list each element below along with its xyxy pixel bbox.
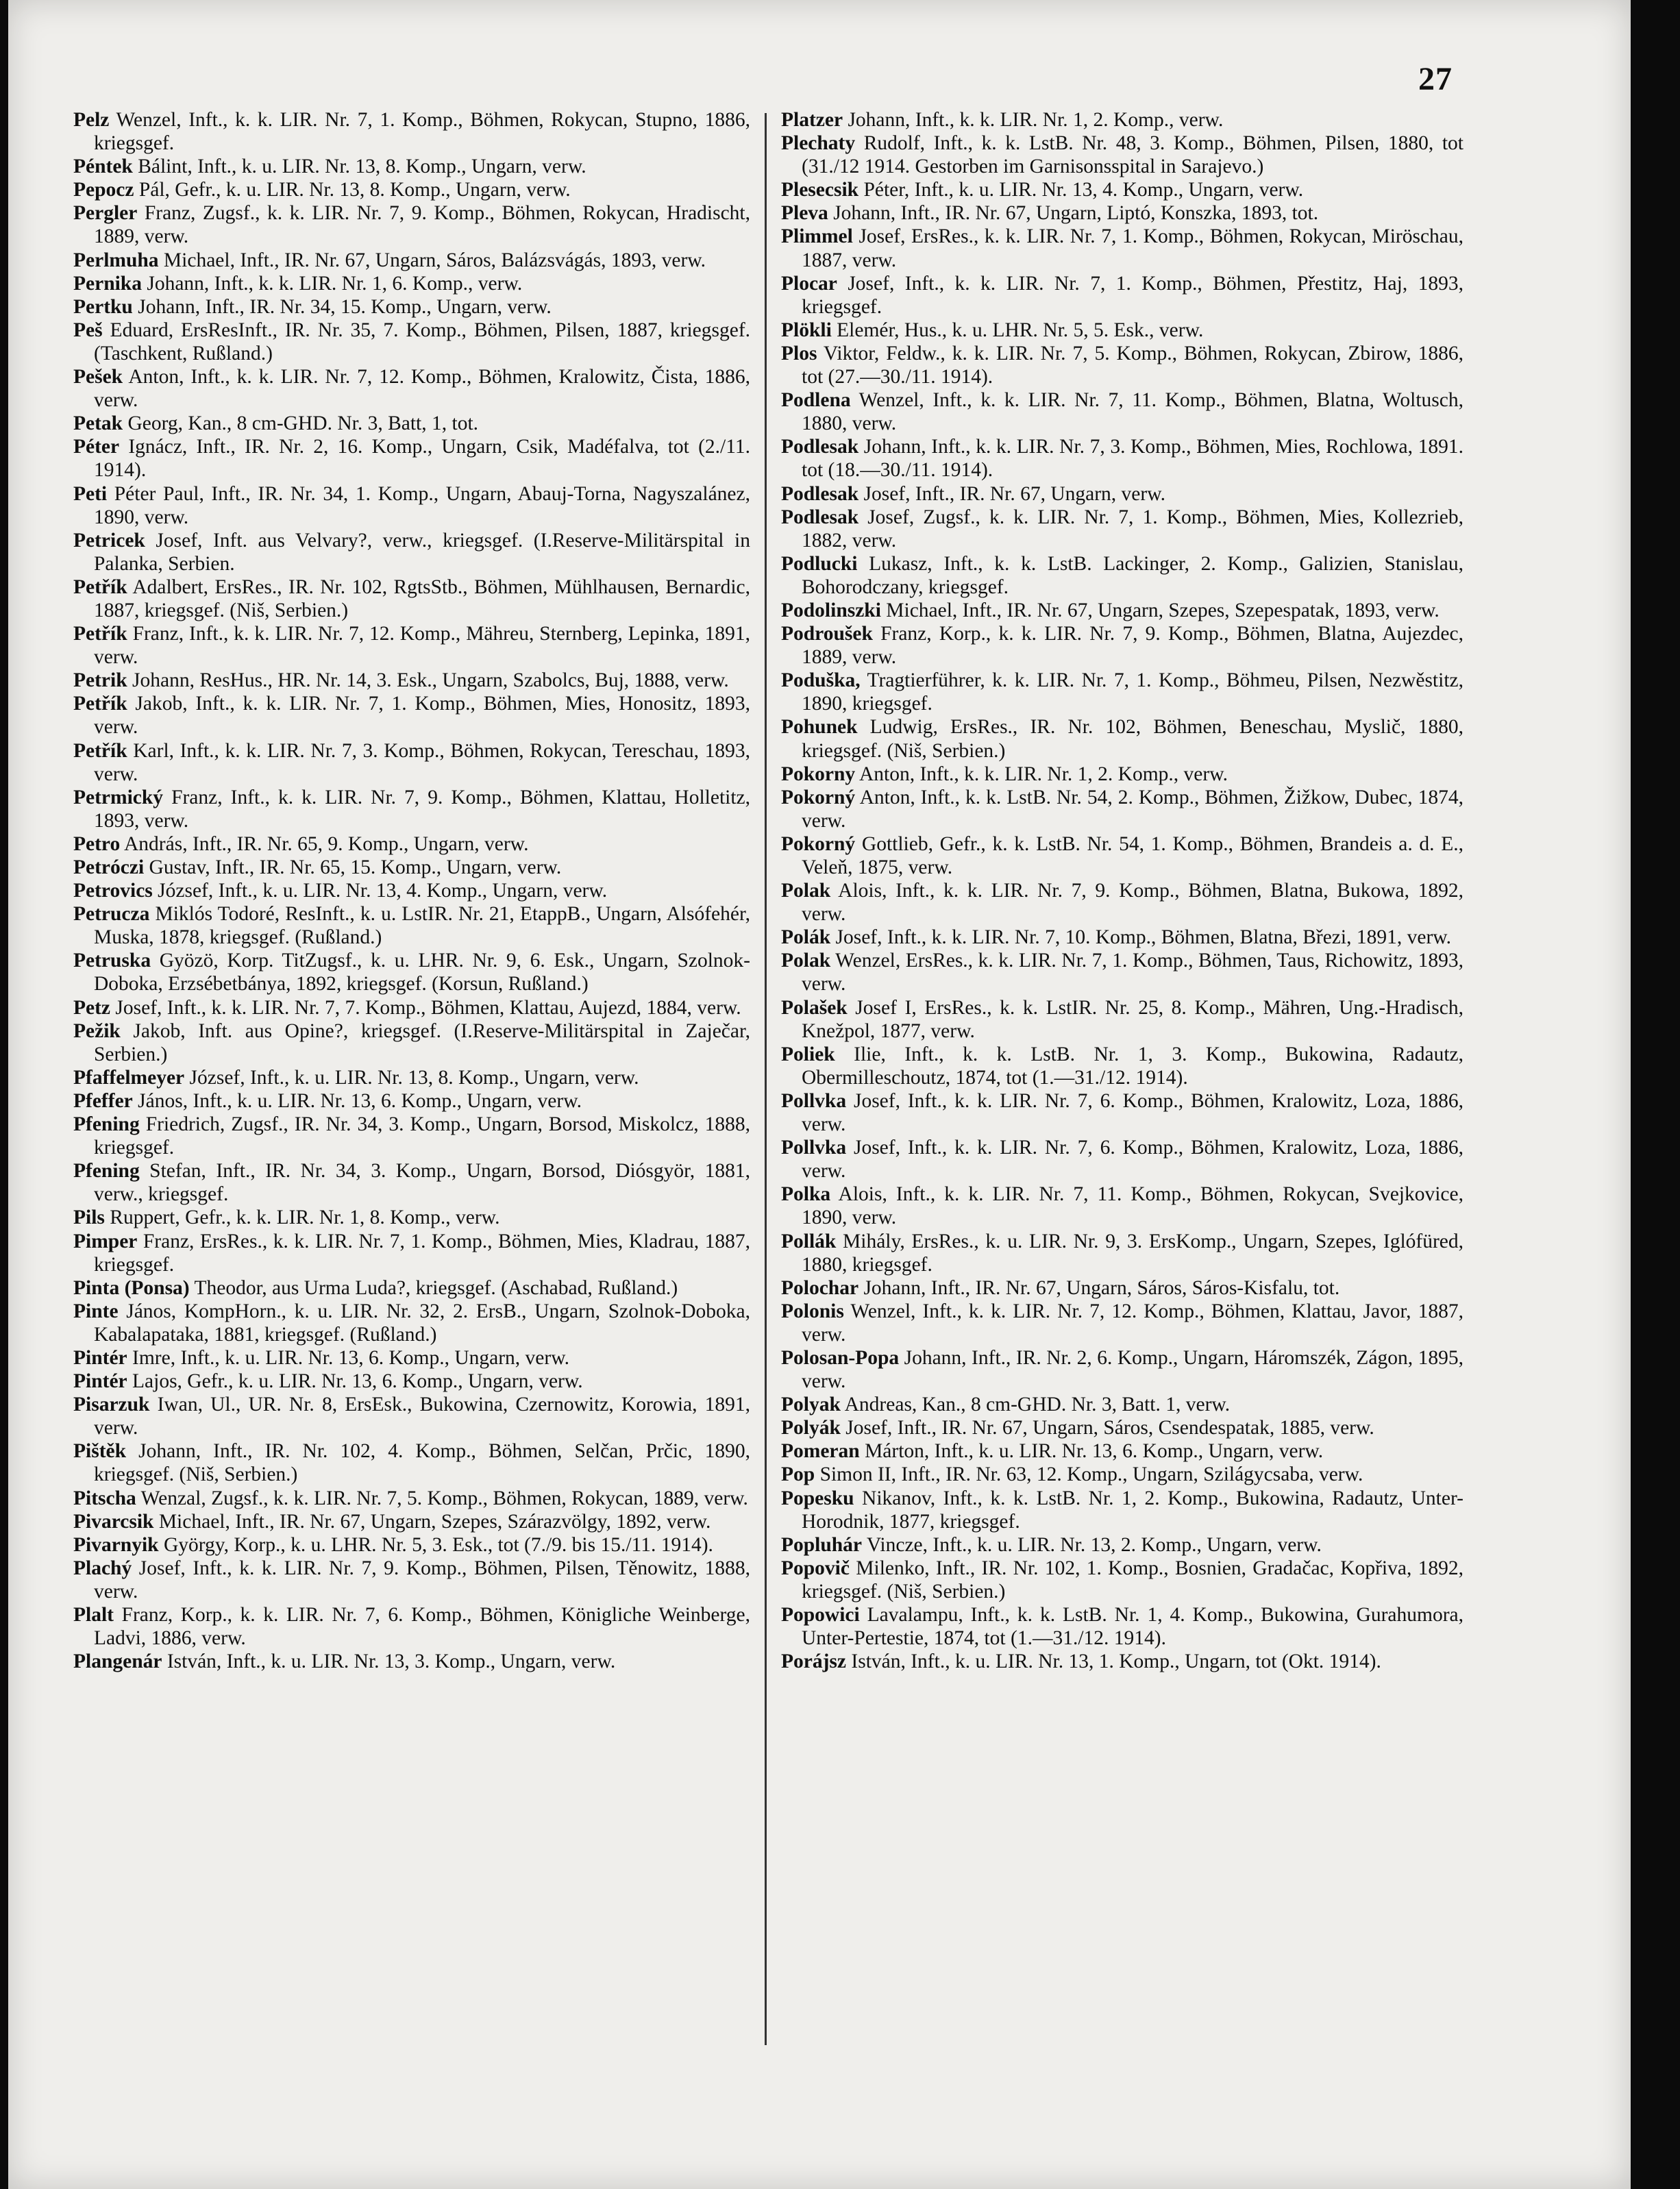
entry-surname: Pešek <box>73 366 123 388</box>
entry-surname: Plos <box>781 342 817 364</box>
entry-surname: Pokorný <box>781 786 856 808</box>
entry-surname: Podlucki <box>781 552 858 575</box>
roster-entry <box>781 1557 1463 1603</box>
entry-surname: Péntek <box>73 156 133 178</box>
entry-details: Franz, Inft., k. k. LIR. Nr. 7, 9. Komp., Böhmen, Klattau, Holletitz, 1893, verw. <box>94 786 751 832</box>
entry-surname: Pollvka <box>781 1137 847 1159</box>
entry-details: Johann, Inft., IR. Nr. 102, 4. Komp., Böhmen, Selčan, Prčic, 1890, kriegsgef. (Niš, Serbien.) <box>94 1440 750 1486</box>
roster-entry <box>781 552 1463 599</box>
entry-surname: Pivarcsik <box>73 1510 154 1533</box>
entry-details: Milenko, Inft., IR. Nr. 102, 1. Komp., Bosnien, Gradačac, Kopřiva, 1892, kriegsgef. (Niš, Serbien.) <box>802 1557 1463 1603</box>
roster-entry <box>73 1603 750 1650</box>
roster-entry <box>781 599 1463 622</box>
roster-entry <box>73 879 750 902</box>
entry-details: Josef, Inft., k. k. LIR. Nr. 7, 10. Komp., Böhmen, Blatna, Březi, 1891, verw. <box>835 926 1452 949</box>
entry-details: Josef, Inft., IR. Nr. 67, Ungarn, verw. <box>863 482 1165 505</box>
entry-surname: Pitscha <box>73 1487 136 1509</box>
roster-entry <box>781 225 1463 271</box>
roster-entry <box>781 879 1463 926</box>
entry-details: József, Inft., k. u. LIR. Nr. 13, 4. Komp., Ungarn, verw. <box>158 880 608 902</box>
entry-details: Jakob, Inft., k. k. LIR. Nr. 7, 1. Komp., Böhmen, Mies, Honositz, 1893, verw. <box>94 693 750 739</box>
entry-surname: Petřík <box>73 739 127 762</box>
entry-surname: Popowici <box>781 1604 860 1626</box>
roster-entry <box>781 1533 1463 1557</box>
roster-entry <box>73 272 750 295</box>
roster-entry <box>781 272 1463 319</box>
entry-surname: Petro <box>73 832 121 855</box>
entry-surname: Plachý <box>73 1557 132 1579</box>
entry-surname: Pollák <box>781 1230 837 1252</box>
entry-details: József, Inft., k. u. LIR. Nr. 13, 8. Komp., Ungarn, verw. <box>189 1066 639 1089</box>
roster-entry <box>73 435 750 482</box>
entry-details: Ludwig, ErsRes., IR. Nr. 102, Böhmen, Beneschau, Myslič, 1880, kriegsgef. (Niš, Serbien.) <box>802 716 1463 762</box>
entry-surname: Polak <box>781 880 831 902</box>
roster-entry <box>73 1346 750 1370</box>
entry-surname: Podolinszki <box>781 599 881 621</box>
entry-details: Georg, Kan., 8 cm-GHD. Nr. 3, Batt, 1, tot. <box>127 412 479 435</box>
entry-details: Josef, Inft., k. k. LIR. Nr. 7, 7. Komp., Böhmen, Klattau, Aujezd, 1884, verw. <box>115 996 741 1019</box>
entry-surname: Petrucza <box>73 903 150 926</box>
entry-surname: Petruska <box>73 950 151 972</box>
roster-entry <box>73 1533 750 1557</box>
entry-details: Michael, Inft., IR. Nr. 67, Ungarn, Sáros, Balázsvágás, 1893, verw. <box>163 249 706 271</box>
roster-entry <box>781 1603 1463 1650</box>
roster-entry <box>781 1043 1463 1089</box>
entry-details: Pál, Gefr., k. u. LIR. Nr. 13, 8. Komp., Ungarn, verw. <box>138 179 571 201</box>
entry-details: Franz, Korp., k. k. LIR. Nr. 7, 6. Komp., Böhmen, Königliche Weinberge, Ladvi, 1886, verw. <box>94 1604 750 1650</box>
roster-entry <box>781 669 1463 715</box>
entry-surname: Pištěk <box>73 1440 127 1463</box>
entry-surname: Pokorný <box>781 832 856 855</box>
entry-details: Ignácz, Inft., IR. Nr. 2, 16. Komp., Ungarn, Csik, Madéfalva, tot (2./11. 1914). <box>94 436 750 482</box>
entry-details: Franz, Inft., k. k. LIR. Nr. 7, 12. Komp., Mähreu, Sternberg, Lepinka, 1891, verw. <box>94 623 750 669</box>
entry-surname: Pisarzuk <box>73 1394 150 1416</box>
entry-surname: Pop <box>781 1463 815 1486</box>
entry-details: Jakob, Inft. aus Opine?, kriegsgef. (I.Reserve-Militärspital in Zaječar, Serbien.) <box>94 1019 750 1065</box>
entry-details: Anton, Inft., k. k. LIR. Nr. 7, 12. Komp., Böhmen, Kralowitz, Čista, 1886, verw. <box>94 366 750 412</box>
left-column <box>73 108 750 1673</box>
entry-surname: Polyak <box>781 1394 841 1416</box>
roster-entry <box>73 295 750 319</box>
entry-surname: Polosan-Popa <box>781 1346 900 1369</box>
right-column <box>781 108 1463 1673</box>
entry-details: Anton, Inft., k. k. LstB. Nr. 54, 2. Komp., Böhmen, Žižkow, Dubec, 1874, verw. <box>802 786 1463 832</box>
entry-surname: Plangenár <box>73 1650 162 1673</box>
roster-entry <box>73 1019 750 1066</box>
entry-details: Ilie, Inft., k. k. LstB. Nr. 1, 3. Komp., Bukowina, Radautz, Obermilleschoutz, 1874, tot (1.—31./12. 1914). <box>802 1043 1464 1089</box>
entry-details: Péter Paul, Inft., IR. Nr. 34, 1. Komp., Ungarn, Abauj-Torna, Nagyszalánez, 1890, verw. <box>94 482 750 528</box>
entry-details: Péter, Inft., k. u. LIR. Nr. 13, 4. Komp., Ungarn, verw. <box>863 179 1304 201</box>
roster-entry <box>73 669 750 692</box>
roster-entry <box>73 1159 750 1206</box>
entry-surname: Petřík <box>73 693 127 715</box>
roster-entry <box>73 108 750 155</box>
entry-surname: Podlesak <box>781 436 859 458</box>
roster-entry <box>73 178 750 201</box>
roster-entry <box>781 482 1463 506</box>
entry-surname: Peti <box>73 482 108 505</box>
entry-surname: Popesku <box>781 1487 854 1509</box>
entry-surname: Plökli <box>781 319 832 341</box>
roster-entry <box>73 1206 750 1229</box>
entry-details: Josef, Zugsf., k. k. LIR. Nr. 7, 1. Komp., Böhmen, Mies, Kollezrieb, 1882, verw. <box>802 506 1464 552</box>
entry-surname: Porájsz <box>781 1650 847 1673</box>
entry-surname: Petricek <box>73 529 145 552</box>
entry-details: Ruppert, Gefr., k. k. LIR. Nr. 1, 8. Komp., verw. <box>110 1207 500 1229</box>
roster-entry <box>781 1650 1463 1673</box>
entry-surname: Plocar <box>781 272 837 295</box>
entry-surname: Polák <box>781 926 831 949</box>
roster-entry <box>781 1276 1463 1300</box>
entry-details: Andreas, Kan., 8 cm-GHD. Nr. 3, Batt. 1, verw. <box>844 1394 1231 1416</box>
roster-entry <box>781 786 1463 832</box>
entry-details: Franz, ErsRes., k. k. LIR. Nr. 7, 1. Komp., Böhmen, Mies, Kladrau, 1887, kriegsgef. <box>94 1230 750 1276</box>
entry-surname: Podlena <box>781 389 851 412</box>
entry-surname: Plalt <box>73 1604 114 1626</box>
entry-details: Tragtierführer, k. k. LIR. Nr. 7, 1. Komp., Böhmeu, Pilsen, Nezwěstitz, 1890, kriegsgef. <box>802 669 1463 715</box>
entry-surname: Poduška, <box>781 669 861 692</box>
entry-details: Josef, Inft., k. k. LIR. Nr. 7, 9. Komp., Böhmen, Pilsen, Těnowitz, 1888, verw. <box>94 1557 751 1603</box>
roster-entry <box>73 739 750 786</box>
roster-entry <box>781 996 1463 1043</box>
roster-entry <box>73 1089 750 1113</box>
roster-entry <box>781 1183 1463 1229</box>
entry-details: Gottlieb, Gefr., k. k. LstB. Nr. 54, 1. Komp., Böhmen, Brandeis a. d. E., Veleň, 1875, verw. <box>802 832 1464 878</box>
roster-entry <box>73 1439 750 1486</box>
entry-surname: Pfaffelmeyer <box>73 1066 185 1089</box>
roster-entry <box>781 1346 1463 1393</box>
entry-details: Johann, Inft., IR. Nr. 67, Ungarn, Liptó, Konszka, 1893, tot. <box>833 202 1319 225</box>
entry-surname: Pollvka <box>781 1089 847 1112</box>
entry-details: Eduard, ErsResInft., IR. Nr. 35, 7. Komp., Böhmen, Pilsen, 1887, kriegsgef. (Taschkent, Rußland.) <box>94 319 751 364</box>
entry-details: Michael, Inft., IR. Nr. 67, Ungarn, Szepes, Szárazvölgy, 1892, verw. <box>158 1510 711 1533</box>
entry-details: Josef, ErsRes., k. k. LIR. Nr. 7, 1. Komp., Böhmen, Rokycan, Miröschau, 1887, verw. <box>802 225 1464 271</box>
entry-details: Lavalampu, Inft., k. k. LstB. Nr. 1, 4. Komp., Bukowina, Gurahumora, Unter-Pertestie, 1874, tot (1.—31./12. 1914). <box>802 1604 1463 1650</box>
entry-surname: Podroušek <box>781 623 873 645</box>
roster-entry <box>781 435 1463 482</box>
entry-details: Lajos, Gefr., k. u. LIR. Nr. 13, 6. Komp., Ungarn, verw. <box>132 1370 583 1393</box>
roster-entry <box>73 155 750 178</box>
roster-entry <box>73 1276 750 1300</box>
roster-entry <box>781 1416 1463 1439</box>
roster-entry <box>73 786 750 832</box>
entry-details: András, Inft., IR. Nr. 65, 9. Komp., Ungarn, verw. <box>124 832 529 855</box>
entry-details: Johann, Inft., IR. Nr. 34, 15. Komp., Ungarn, verw. <box>138 295 552 318</box>
entry-details: Wenzel, ErsRes., k. k. LIR. Nr. 7, 1. Komp., Böhmen, Taus, Richowitz, 1893, verw. <box>802 950 1464 995</box>
entry-details: Franz, Korp., k. k. LIR. Nr. 7, 9. Komp., Böhmen, Blatna, Aujezdec, 1889, verw. <box>802 623 1463 669</box>
entry-surname: Pinta (Ponsa) <box>73 1276 190 1299</box>
entry-details: Elemér, Hus., k. u. LHR. Nr. 5, 5. Esk., verw. <box>837 319 1204 341</box>
entry-surname: Perlmuha <box>73 249 159 271</box>
entry-surname: Pinte <box>73 1300 119 1322</box>
roster-entry <box>781 319 1463 342</box>
roster-entry <box>781 832 1463 879</box>
roster-entry <box>781 1487 1463 1533</box>
roster-entry <box>73 902 750 949</box>
roster-entry <box>73 319 750 365</box>
entry-surname: Petróczi <box>73 856 145 878</box>
roster-entry <box>781 1300 1463 1346</box>
entry-details: Josef, Inft. aus Velvary?, verw., kriegsgef. (I.Reserve-Militärspital in Palanka, Serbien. <box>94 529 750 575</box>
entry-surname: Pomeran <box>781 1440 860 1463</box>
roster-entry <box>73 1300 750 1346</box>
entry-details: Bálint, Inft., k. u. LIR. Nr. 13, 8. Komp., Ungarn, verw. <box>138 156 586 178</box>
entry-details: Lukasz, Inft., k. k. LstB. Lackinger, 2. Komp., Galizien, Stanislau, Bohorodczany, kriegsgef. <box>802 552 1463 598</box>
roster-entry <box>781 1230 1463 1276</box>
entry-details: Vincze, Inft., k. u. LIR. Nr. 13, 2. Komp., Ungarn, verw. <box>866 1533 1322 1556</box>
entry-surname: Plesecsik <box>781 179 859 201</box>
entry-details: Josef, Inft., k. k. LIR. Nr. 7, 6. Komp., Böhmen, Kralowitz, Loza, 1886, verw. <box>802 1137 1464 1183</box>
entry-surname: Pernika <box>73 272 142 295</box>
roster-entry <box>73 1510 750 1533</box>
entry-surname: Popovič <box>781 1557 850 1579</box>
entry-details: Mihály, ErsRes., k. u. LIR. Nr. 9, 3. ErsKomp., Ungarn, Szepes, Iglófüred, 1880, kriegsgef. <box>802 1230 1464 1276</box>
roster-entry <box>73 832 750 856</box>
entry-details: Alois, Inft., k. k. LIR. Nr. 7, 9. Komp., Böhmen, Blatna, Bukowa, 1892, verw. <box>802 880 1463 926</box>
entry-details: Wenzel, Inft., k. k. LIR. Nr. 7, 11. Komp., Böhmen, Blatna, Woltusch, 1880, verw. <box>802 389 1463 435</box>
roster-entry <box>73 201 750 248</box>
entry-surname: Pfening <box>73 1113 140 1136</box>
entry-details: Gyözö, Korp. TitZugsf., k. u. LHR. Nr. 9, 6. Esk., Ungarn, Szolnok-Doboka, Erzsébetbánya, 1892, kriegsgef. (Korsun, Rußland.) <box>94 950 751 995</box>
roster-entry <box>73 1370 750 1393</box>
roster-entry <box>781 1439 1463 1463</box>
entry-surname: Pepocz <box>73 179 134 201</box>
entry-details: Michael, Inft., IR. Nr. 67, Ungarn, Szepes, Szepespatak, 1893, verw. <box>886 599 1440 621</box>
page-number: 27 <box>1418 61 1453 97</box>
entry-surname: Plechaty <box>781 132 856 155</box>
roster-entry <box>73 576 750 622</box>
entry-surname: Pimper <box>73 1230 138 1252</box>
entry-surname: Pežik <box>73 1019 121 1042</box>
roster-entry <box>781 178 1463 201</box>
entry-details: Josef, Inft., IR. Nr. 67, Ungarn, Sáros, Csendespatak, 1885, verw. <box>845 1417 1374 1439</box>
entry-surname: Polak <box>781 950 831 972</box>
roster-entry <box>73 692 750 739</box>
roster-entry <box>73 1113 750 1159</box>
roster-entry <box>73 1650 750 1673</box>
roster-entry <box>73 1557 750 1603</box>
entry-surname: Pfeffer <box>73 1089 133 1112</box>
entry-surname: Pertku <box>73 295 133 318</box>
roster-entry <box>73 365 750 412</box>
roster-entry <box>73 996 750 1019</box>
entry-details: György, Korp., k. u. LHR. Nr. 5, 3. Esk., tot (7./9. bis 15./11. 1914). <box>163 1533 713 1556</box>
entry-details: Wenzel, Inft., k. k. LIR. Nr. 7, 1. Komp., Böhmen, Rokycan, Stupno, 1886, kriegsgef. <box>94 109 750 155</box>
entry-surname: Poliek <box>781 1043 835 1065</box>
entry-details: Johann, ResHus., HR. Nr. 14, 3. Esk., Ungarn, Szabolcs, Buj, 1888, verw. <box>132 669 729 692</box>
entry-surname: Petrik <box>73 669 127 692</box>
entry-surname: Polochar <box>781 1276 859 1299</box>
entry-details: Josef, Inft., k. k. LIR. Nr. 7, 6. Komp., Böhmen, Kralowitz, Loza, 1886, verw. <box>802 1089 1464 1136</box>
roster-entry <box>781 622 1463 669</box>
roster-entry <box>73 1487 750 1510</box>
entry-surname: Péter <box>73 436 120 458</box>
roster-entry <box>781 506 1463 552</box>
entry-details: Johann, Inft., k. k. LIR. Nr. 1, 6. Komp., verw. <box>147 272 523 295</box>
entry-details: Imre, Inft., k. u. LIR. Nr. 13, 6. Komp., Ungarn, verw. <box>132 1346 569 1369</box>
entry-surname: Pintér <box>73 1346 127 1369</box>
entry-surname: Pils <box>73 1207 105 1229</box>
entry-surname: Pleva <box>781 202 828 225</box>
entry-details: Adalbert, ErsRes., IR. Nr. 102, RgtsStb., Böhmen, Mühlhausen, Bernardic, 1887, kriegsgef. (Niš, Serbien.) <box>94 576 750 621</box>
entry-surname: Petrmický <box>73 786 164 808</box>
entry-details: Nikanov, Inft., k. k. LstB. Nr. 1, 2. Komp., Bukowina, Radautz, Unter-Horodnik, 1877, kriegsgef. <box>802 1487 1464 1533</box>
roster-entry <box>781 388 1463 435</box>
roster-entry <box>73 1066 750 1089</box>
entry-details: István, Inft., k. u. LIR. Nr. 13, 3. Komp., Ungarn, verw. <box>166 1650 616 1673</box>
entry-surname: Platzer <box>781 109 843 131</box>
roster-entry <box>781 108 1463 132</box>
entry-details: Josef I, ErsRes., k. k. LstIR. Nr. 25, 8. Komp., Mähren, Ung.-Hradisch, Knežpol, 1877, verw. <box>802 996 1464 1042</box>
entry-surname: Polonis <box>781 1300 844 1322</box>
entry-surname: Pivarnyik <box>73 1533 159 1556</box>
entry-surname: Petz <box>73 996 111 1019</box>
roster-entry <box>781 1463 1463 1486</box>
entry-surname: Pfening <box>73 1160 140 1183</box>
column-divider <box>765 113 767 2045</box>
roster-entry <box>73 249 750 272</box>
book-page <box>8 0 1631 2189</box>
roster-entry <box>781 926 1463 949</box>
entry-surname: Pohunek <box>781 716 858 739</box>
entry-surname: Pergler <box>73 202 138 225</box>
entry-details: Theodor, aus Urma Luda?, kriegsgef. (Aschabad, Rußland.) <box>194 1276 678 1299</box>
entry-surname: Plimmel <box>781 225 853 248</box>
entry-surname: Polašek <box>781 996 848 1019</box>
roster-entry <box>781 201 1463 225</box>
entry-details: Franz, Zugsf., k. k. LIR. Nr. 7, 9. Komp., Böhmen, Rokycan, Hradischt, 1889, verw. <box>94 202 751 248</box>
roster-entry <box>73 856 750 879</box>
roster-entry <box>781 715 1463 762</box>
entry-details: Miklós Todoré, ResInft., k. u. LstIR. Nr. 21, EtappB., Ungarn, Alsófehér, Muska, 1878, kriegsgef. (Rußland.) <box>94 903 751 949</box>
entry-details: Rudolf, Inft., k. k. LstB. Nr. 48, 3. Komp., Böhmen, Pilsen, 1880, tot (31./12 1914. Gestorben im Garnisonsspital in Sarajevo.) <box>802 132 1463 178</box>
entry-surname: Pintér <box>73 1370 127 1393</box>
entry-surname: Pelz <box>73 109 110 131</box>
roster-entry <box>781 949 1463 995</box>
entry-details: Simon II, Inft., IR. Nr. 63, 12. Komp., Ungarn, Szilágycsaba, verw. <box>819 1463 1363 1486</box>
roster-entry <box>781 1393 1463 1416</box>
entry-details: Johann, Inft., IR. Nr. 67, Ungarn, Sáros, Sáros-Kisfalu, tot. <box>863 1276 1340 1299</box>
roster-entry <box>73 1230 750 1276</box>
entry-details: János, Inft., k. u. LIR. Nr. 13, 6. Komp., Ungarn, verw. <box>138 1089 582 1112</box>
entry-details: Wenzal, Zugsf., k. k. LIR. Nr. 7, 5. Komp., Böhmen, Rokycan, 1889, verw. <box>140 1487 748 1509</box>
roster-entry <box>781 132 1463 178</box>
entry-details: Alois, Inft., k. k. LIR. Nr. 7, 11. Komp., Böhmen, Rokycan, Svejkovice, 1890, verw. <box>802 1183 1463 1229</box>
entry-surname: Petrovics <box>73 880 153 902</box>
roster-entry <box>73 949 750 995</box>
entry-details: Márton, Inft., k. u. LIR. Nr. 13, 6. Komp., Ungarn, verw. <box>865 1440 1324 1463</box>
roster-entry <box>781 1089 1463 1136</box>
entry-details: Johann, Inft., k. k. LIR. Nr. 1, 2. Komp., verw. <box>848 109 1224 131</box>
roster-entry <box>781 1136 1463 1183</box>
roster-entry <box>73 482 750 529</box>
entry-surname: Petřík <box>73 576 127 598</box>
entry-surname: Peš <box>73 319 103 341</box>
entry-surname: Petřík <box>73 623 127 645</box>
entry-surname: Popluhár <box>781 1533 863 1556</box>
entry-details: Wenzel, Inft., k. k. LIR. Nr. 7, 12. Komp., Böhmen, Klattau, Javor, 1887, verw. <box>802 1300 1463 1346</box>
entry-surname: Petak <box>73 412 123 435</box>
entry-surname: Podlesak <box>781 482 859 505</box>
entry-details: Anton, Inft., k. k. LIR. Nr. 1, 2. Komp., verw. <box>858 763 1228 785</box>
roster-entry <box>73 412 750 435</box>
entry-details: Iwan, Ul., UR. Nr. 8, ErsEsk., Bukowina, Czernowitz, Korowia, 1891, verw. <box>94 1394 751 1439</box>
entry-details: János, KompHorn., k. u. LIR. Nr. 32, 2. ErsB., Ungarn, Szolnok-Doboka, Kabalapataka, 1881, kriegsgef. (Rußland.) <box>94 1300 751 1346</box>
entry-surname: Podlesak <box>781 506 859 528</box>
roster-entry <box>73 622 750 669</box>
roster-entry <box>781 342 1463 388</box>
entry-details: Karl, Inft., k. k. LIR. Nr. 7, 3. Komp., Böhmen, Rokycan, Tereschau, 1893, verw. <box>94 739 750 785</box>
entry-details: István, Inft., k. u. LIR. Nr. 13, 1. Komp., Ungarn, tot (Okt. 1914). <box>851 1650 1381 1673</box>
entry-details: Viktor, Feldw., k. k. LIR. Nr. 7, 5. Komp., Böhmen, Rokycan, Zbirow, 1886, tot (27.—30./11. 1914). <box>802 342 1464 388</box>
entry-details: Josef, Inft., k. k. LIR. Nr. 7, 1. Komp., Böhmen, Přestitz, Haj, 1893, kriegsgef. <box>802 272 1463 318</box>
roster-entry <box>781 763 1463 786</box>
entry-details: Gustav, Inft., IR. Nr. 65, 15. Komp., Ungarn, verw. <box>149 856 562 878</box>
entry-details: Friedrich, Zugsf., IR. Nr. 34, 3. Komp., Ungarn, Borsod, Miskolcz, 1888, kriegsgef. <box>94 1113 750 1159</box>
entry-surname: Polka <box>781 1183 831 1206</box>
entry-surname: Polyák <box>781 1417 841 1439</box>
entry-details: Johann, Inft., IR. Nr. 2, 6. Komp., Ungarn, Háromszék, Zágon, 1895, verw. <box>802 1346 1463 1393</box>
roster-entry <box>73 1393 750 1439</box>
entry-surname: Pokorny <box>781 763 856 785</box>
entry-details: Stefan, Inft., IR. Nr. 34, 3. Komp., Ungarn, Borsod, Diósgyör, 1881, verw., kriegsgef. <box>94 1160 751 1206</box>
roster-entry <box>73 529 750 576</box>
entry-details: Johann, Inft., k. k. LIR. Nr. 7, 3. Komp., Böhmen, Mies, Rochlowa, 1891. tot (18.—30./11. 1914). <box>802 436 1463 482</box>
